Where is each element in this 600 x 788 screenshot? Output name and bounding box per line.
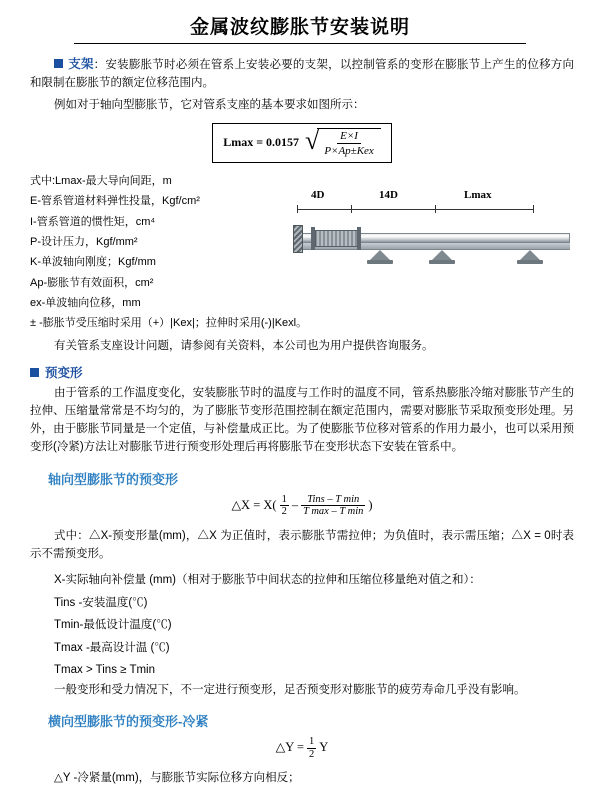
- lmax-denominator: P×Ap±Kex: [324, 145, 374, 158]
- axial-formula-rhs: ): [368, 497, 373, 512]
- support-heading: 支架: [68, 57, 94, 71]
- list-item: Tins -安装温度(℃): [54, 596, 148, 609]
- list-item: ex-单波轴向位移，mm: [30, 296, 141, 309]
- document-page: [0, 12, 600, 785]
- guide-support-2: [429, 250, 455, 264]
- axial-predeform-subheading: 轴向型膨胀节的预变形: [48, 471, 179, 487]
- page-title: 金属波纹膨胀节安装说明: [189, 17, 410, 38]
- figure-label-4d: 4D: [311, 188, 325, 201]
- list-item: Tmin-最低设计温度(℃): [54, 619, 172, 632]
- list-item: X-实际轴向补偿量 (mm)（相对于膨胀节中间状态的拉伸和压缩位移量绝对值之和）：: [54, 574, 481, 587]
- lmax-numerator: E×I: [337, 130, 361, 145]
- axial-formula-explanation: 式中：△X-预变形量(mm)，△X 为正值时，表示膨胀节需拉伸；为负值时，表示需压缩；△X = 0时表示不需预变形。: [30, 529, 574, 560]
- axial-predeform-formula: [30, 494, 574, 518]
- axial-formula-temp-fraction: $\frac{\text{Tins – T min}}{\text{T max – T min}}$: [303, 493, 364, 518]
- lateral-predeform-subheading: 横向型膨胀节的预变形-冷紧: [48, 714, 209, 730]
- list-item: 式中:Lmax-最大导向间距，m: [30, 174, 172, 187]
- lateral-formula-rhs: Y: [319, 740, 329, 755]
- axial-formula-half: $\frac{1}{2}$: [281, 493, 287, 518]
- figure-drawing: [289, 213, 574, 273]
- title-divider: [74, 43, 526, 44]
- guide-support-3: [517, 250, 543, 264]
- anchor-support: [293, 225, 303, 253]
- list-item: E-管系管道材料弹性投量，Kgf/cm²: [30, 195, 200, 208]
- list-item: Tmax > Tins ≥ Tmin: [54, 664, 155, 677]
- support-paragraph-2: 例如对于轴向型膨胀节，它对管系支座的基本要求如图所示：: [54, 98, 365, 111]
- radical-icon: √: [305, 125, 320, 155]
- blue-square-marker-icon: [30, 368, 39, 377]
- bellows-element: [315, 230, 359, 247]
- lmax-formula-lhs: Lmax = 0.0157: [223, 135, 300, 150]
- figure-label-lmax: Lmax: [464, 188, 492, 201]
- blue-square-marker-icon: [54, 59, 63, 68]
- figure-span-labels: [289, 189, 574, 205]
- list-item: Ap-膨胀节有效面积，cm²: [30, 276, 154, 289]
- lateral-formula-lhs: △Y =: [275, 740, 305, 755]
- formula-legend: [30, 171, 308, 334]
- predeform-heading-text: 预变形: [45, 366, 83, 381]
- lateral-formula-explanation: △Y -冷紧量(mm)，与膨胀节实际位移方向相反；: [54, 772, 300, 785]
- lmax-sqrt: [305, 125, 381, 158]
- axial-formula-lhs: △X = X(: [231, 497, 277, 512]
- predeform-paragraph-1: 由于管系的工作温度变化，安装膨胀节时的温度与工作时的温度不同，管系热膨胀冷缩对膨胀节产生的拉伸、压缩量常常是不均匀的，为了膨胀节变形范围控制在额定范围内，需要对膨胀节采取预变形处理。另外，由于膨胀节同量是一个定值，与补偿量成正比。为了使膨胀节位移对管系的作用力最小，也可以采用预变形(冷紧)方法让对膨胀节进行预变形处理后再将膨胀节在变形状态下安装在管系中。: [30, 387, 574, 453]
- axial-variable-list: [54, 569, 574, 681]
- axial-formula-minus: –: [291, 497, 299, 512]
- list-item: Tmax -最高设计温 (℃): [54, 641, 170, 654]
- list-item: K-单波轴向刚度；Kgf/mm: [30, 256, 156, 269]
- figure-dimension-lines: [289, 205, 574, 213]
- flange-right: [357, 227, 361, 250]
- lmax-formula: [30, 123, 574, 163]
- support-closing-note: 有关管系支座设计问题，请参阅有关资料，本公司也为用户提供咨询服务。: [54, 339, 434, 352]
- support-section-intro: 支架：安装膨胀节时必须在管系上安装必要的支架，以控制管系的变形在膨胀节上产生的位移方向和限制在膨胀节的额定位移范围内。: [30, 57, 575, 90]
- figure-label-14d: 14D: [379, 188, 398, 201]
- list-item: I-管系管道的惯性矩，cm⁴: [30, 215, 156, 228]
- guide-support-1: [367, 250, 393, 264]
- lateral-predeform-formula: [30, 736, 574, 760]
- list-item: P-设计压力，Kgf/mm²: [30, 235, 138, 248]
- list-item: ± -膨胀节受压缩时采用（+）|Kex|；拉伸时采用(-)|Kexl。: [30, 317, 308, 330]
- legend-and-figure: [30, 171, 574, 334]
- axial-predeform-note: 一般变形和受力情况下，不一定进行预变形，足否预变形对膨胀节的疲劳寿命几乎没有影响。: [54, 683, 526, 696]
- piping-support-figure: [289, 189, 574, 334]
- document-content: [0, 54, 600, 788]
- lateral-formula-half: $\frac{1}{2}$: [309, 736, 315, 760]
- predeform-section-heading: [30, 363, 574, 381]
- support-paragraph-1: 安装膨胀节时必须在管系上安装必要的支架，以控制管系的变形在膨胀节上产生的位移方向和限制在膨胀节的额定位移范围内。: [30, 59, 575, 90]
